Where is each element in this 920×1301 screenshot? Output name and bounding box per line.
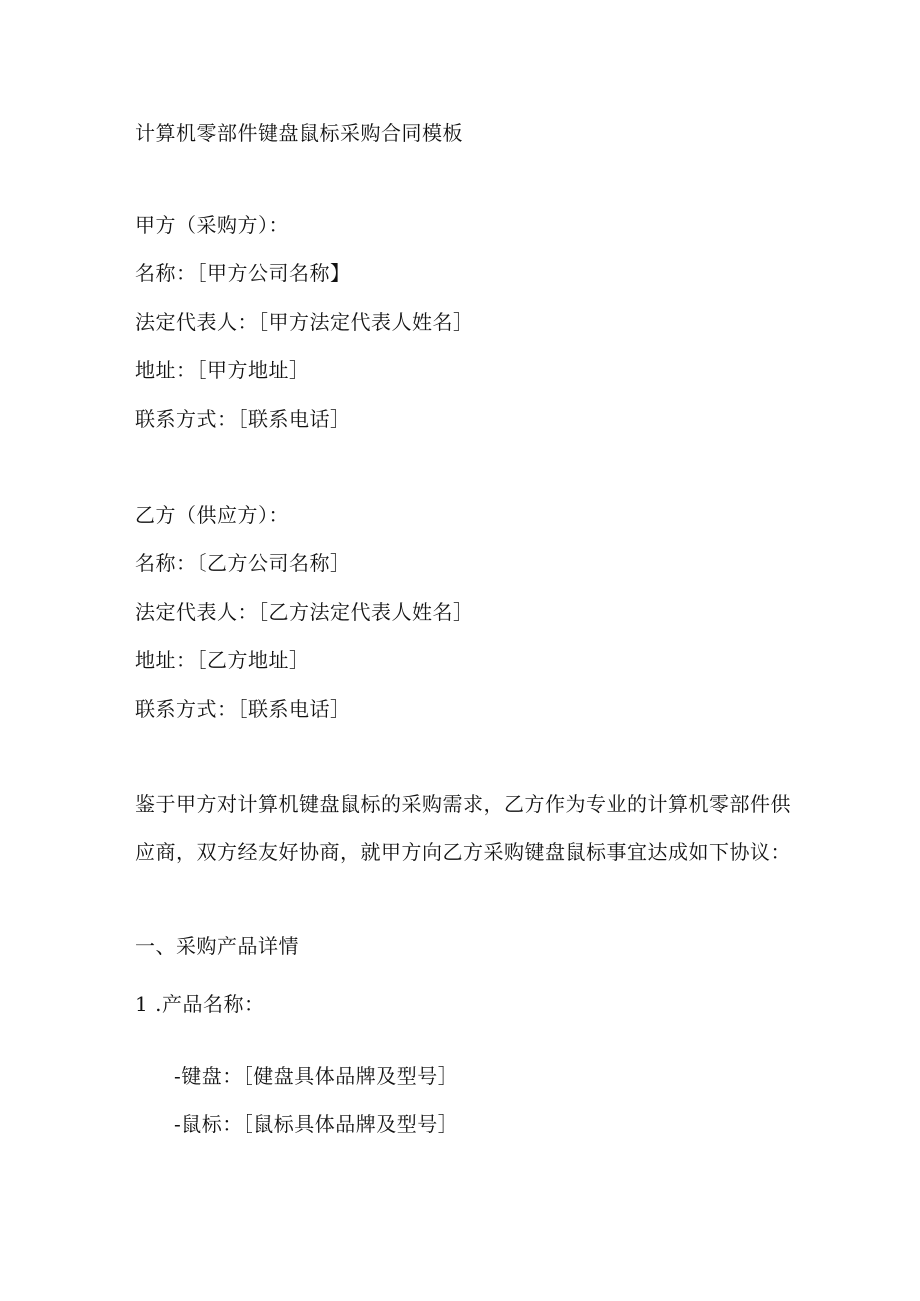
preamble-line-1: 鉴于甲方对计算机键盘鼠标的采购需求，乙方作为专业的计算机零部件供 (135, 792, 791, 816)
section-1-heading: 一、采购产品详情 (135, 934, 299, 958)
section-1-item-1: 1 .产品名称： (135, 992, 265, 1016)
party-b-name: 名称：〔乙方公司名称］ (135, 551, 351, 575)
party-a-representative: 法定代表人：［甲方法定代表人姓名］ (135, 310, 474, 334)
party-b-representative: 法定代表人：［乙方法定代表人姓名］ (135, 600, 474, 624)
document-title: 计算机零部件键盘鼠标采购合同模板 (135, 121, 463, 145)
keyboard-item: -键盘：［健盘具体品牌及型号］ (174, 1064, 459, 1088)
preamble-line-2: 应商，双方经友好协商，就甲方向乙方采购键盘鼠标事宜达成如下协议： (135, 840, 791, 864)
party-b-contact: 联系方式：［联系电话］ (135, 697, 351, 721)
party-a-heading: 甲方（采购方）： (135, 213, 289, 237)
party-b-heading: 乙方（供应方）： (135, 503, 289, 527)
party-a-address: 地址：［甲方地址］ (135, 358, 310, 382)
party-a-contact: 联系方式：［联系电话］ (135, 407, 351, 431)
mouse-item: -鼠标：［鼠标具体品牌及型号］ (174, 1112, 459, 1136)
party-a-name: 名称：［甲方公司名称】 (135, 261, 351, 285)
party-b-address: 地址：［乙方地址］ (135, 648, 310, 672)
